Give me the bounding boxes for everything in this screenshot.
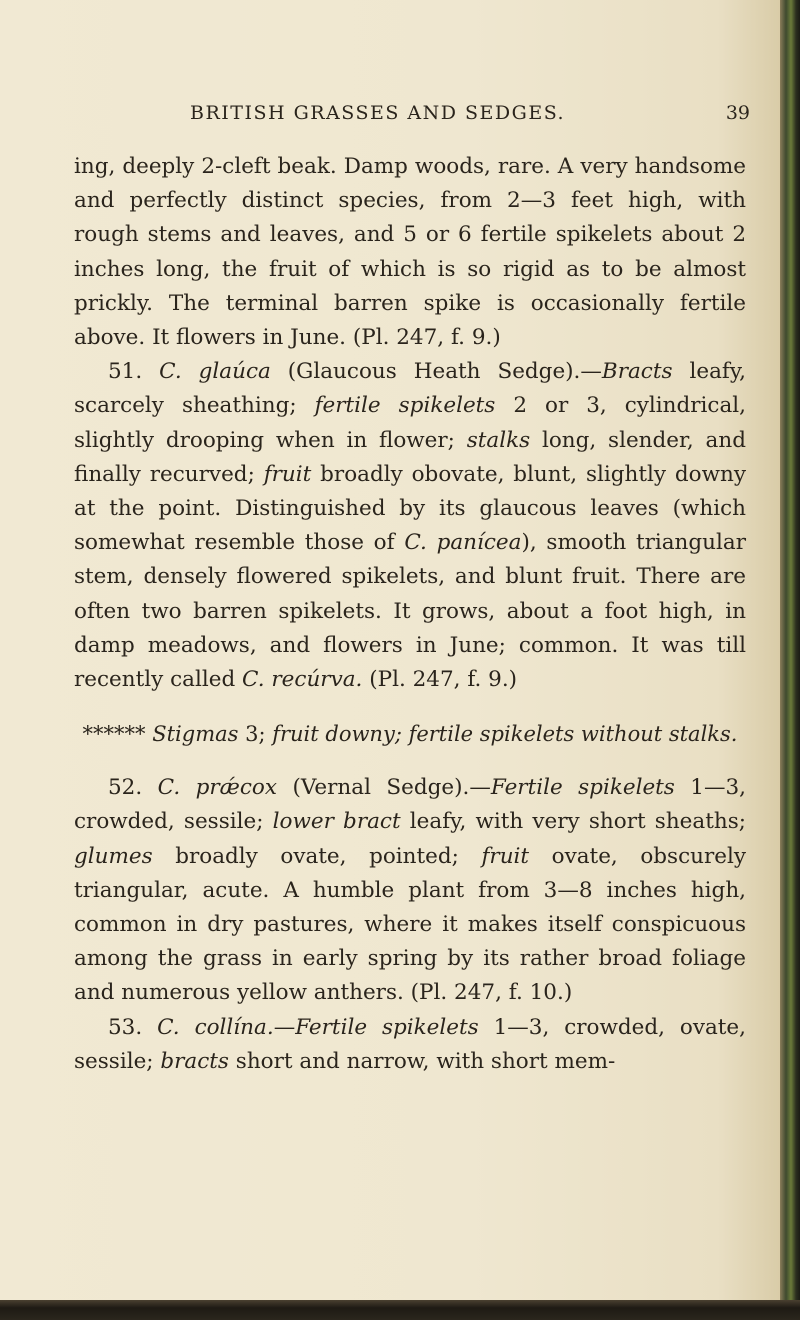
- common-name: (Glaucous Heath Sedge).—: [270, 359, 602, 385]
- term: glumes: [74, 843, 153, 869]
- entry-number: 51.: [108, 359, 160, 385]
- stars-marker: ******: [82, 722, 146, 747]
- term: fertile spikelets: [314, 393, 496, 419]
- species-name: C. collína.: [157, 1014, 274, 1040]
- page-number: 39: [725, 102, 750, 124]
- running-title: BRITISH GRASSES AND SEDGES.: [190, 102, 566, 124]
- paragraph-continuation: ing, deeply 2-cleft beak. Damp woods, rare. A very handsome and perfectly distinct species, from 2—3 feet high, with rough stems and leaves, and 5 or 6 fertile spikelets about 2 inches long, the fruit of which is so rigid as to be almost prickly. The terminal barren spike is occasionally fertile above. It flowers in June. (Pl. 247, f. 9.): [74, 154, 746, 351]
- term: C. recúrva.: [242, 667, 363, 693]
- term: Bracts: [601, 359, 673, 385]
- species-name: C. prǽcox: [157, 775, 277, 801]
- species-entry-51: 51. C. glaúca (Glaucous Heath Sedge).—Bracts leafy, scarcely sheathing; fertile spikelets 2 or 3, cylindrical, slightly drooping when in flower; stalks long, slender, and finally recurved; fruit broadly obovate, blunt, slightly downy at the point. Distinguished by its glaucous leaves (which somewhat resemble those of C. panícea), smooth triangular stem, densely flowered spikelets, and blunt fruit. There are often two barren spikelets. It grows, about a foot high, in damp meadows, and flowers in June; common. It was till recently called C. recúrva. (Pl. 247, f. 9.): [74, 359, 746, 693]
- common-name: (Vernal Sedge).—: [277, 775, 491, 801]
- entry-number: 53.: [108, 1014, 158, 1040]
- term: Fertile spikelets: [295, 1014, 479, 1040]
- term: bracts: [160, 1048, 229, 1074]
- species-name: C. glaúca: [159, 359, 271, 385]
- term: Fertile spikelets: [490, 775, 675, 801]
- term: fruit: [481, 843, 530, 869]
- body-text: [74, 150, 746, 1079]
- term: fruit: [263, 461, 312, 487]
- term: lower bract: [272, 809, 401, 835]
- species-entry-52: 52. C. prǽcox (Vernal Sedge).—Fertile spikelets 1—3, crowded, sessile; lower bract leafy, with very short sheaths; glumes broadly ovate, pointed; fruit ovate, obscurely triangular, acute. A humble plant from 3—8 inches high, common in dry pastures, where it makes itself conspicuous among the grass in early spring by its rather broad foliage and numerous yellow anthers. (Pl. 247, f. 10.): [74, 775, 746, 1006]
- section-subheading: ****** Stigmas 3; fruit downy; fertile spikelets without stalks.: [82, 722, 738, 747]
- term: stalks: [466, 427, 531, 453]
- book-bottom-edge: [0, 1300, 800, 1320]
- page-header: [70, 102, 750, 132]
- entry-number: 52.: [108, 775, 158, 801]
- book-spine-edge: [780, 0, 800, 1320]
- term: C. panícea: [404, 530, 522, 556]
- species-entry-53: 53. C. collína.—Fertile spikelets 1—3, crowded, ovate, sessile; bracts short and narrow, with short mem-: [74, 1014, 746, 1074]
